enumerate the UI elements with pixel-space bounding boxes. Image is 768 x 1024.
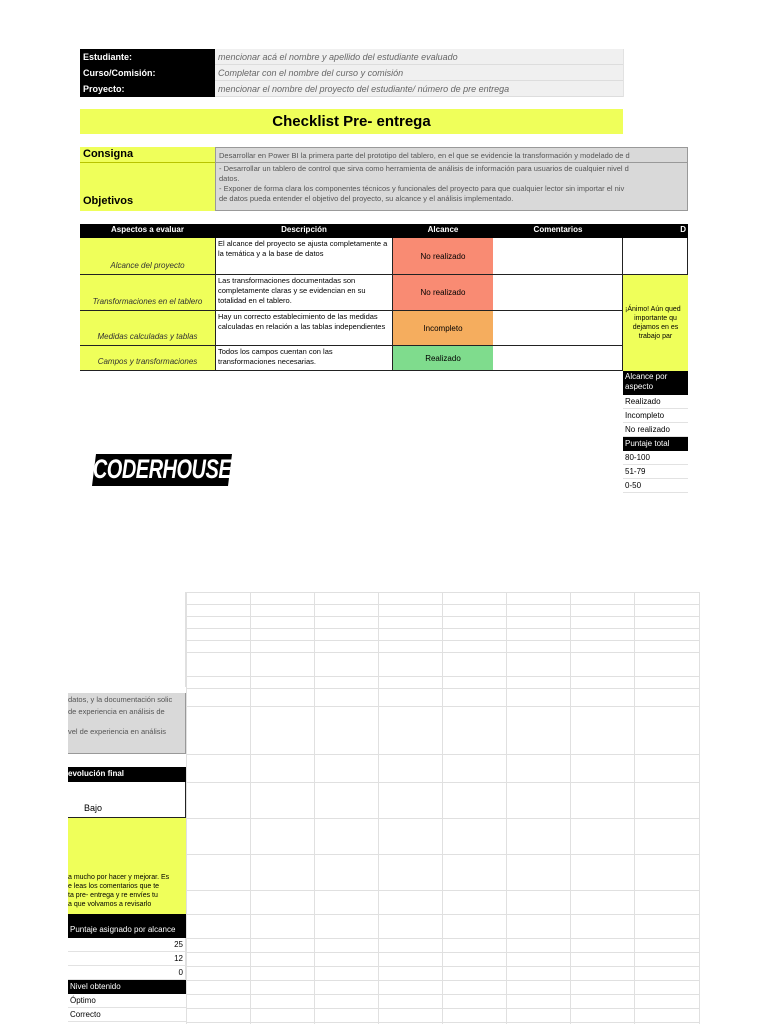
objetivo-2-cont: de datos pueda entender el objetivo del proyecto, su alcance y el análisis implementado. [219, 194, 514, 203]
page-title-text: Checklist Pre- entrega [272, 113, 431, 130]
aspect-campos-text: Campos y transformaciones [97, 357, 198, 366]
col-header-descripcion: Descripción [215, 224, 393, 238]
comment-alcance[interactable] [493, 238, 623, 275]
nivel-optimo: Óptimo [68, 994, 186, 1008]
status-medidas[interactable] [393, 311, 493, 346]
left-blank-area [68, 592, 186, 687]
aspect-alcance [80, 238, 215, 275]
feedback-line-3: dejamos en es [632, 324, 679, 331]
page-2 [68, 592, 700, 1024]
objetivos-text [215, 163, 688, 211]
objetivos-label [80, 163, 215, 211]
feedback-tail-2: e leas los comentarios que te [68, 883, 160, 890]
status-campos[interactable] [393, 346, 493, 371]
comment-transformaciones[interactable] [493, 275, 623, 311]
aspect-alcance-text: Alcance del proyecto [110, 261, 185, 270]
devolucion-level [68, 782, 186, 818]
spreadsheet-grid [186, 592, 700, 1024]
feedback-line-4: trabajo par [638, 333, 673, 340]
consigna-label [80, 147, 215, 163]
status-transformaciones-text: No realizado [420, 288, 466, 297]
objetivos-label-text: Objetivos [83, 195, 134, 207]
student-field[interactable]: mencionar acá el nombre y apellido del estudiante evaluado [215, 49, 623, 65]
aspect-campos [80, 346, 215, 371]
student-label: Estudiante: [80, 49, 215, 65]
puntaje-legend-header: Puntaje total [623, 437, 688, 451]
feedback-tail-4: a que volvamos a revisarlo [68, 901, 152, 908]
project-label: Proyecto: [80, 81, 215, 97]
status-transformaciones[interactable] [393, 275, 493, 311]
legend-51-79: 51-79 [623, 465, 688, 479]
objetivo-1: - Desarrollar un tablero de control que sirva como herramienta de análisis de información para usuarios de cualquier nivel d [219, 164, 629, 173]
alcance-legend-header: Alcance por aspecto [623, 371, 688, 395]
puntaje-incompleto: 12 [68, 952, 186, 966]
devolucion-value-cell[interactable] [623, 238, 688, 275]
feedback-line-2: importante qu [634, 315, 677, 322]
objetivo-2: - Exponer de forma clara los componentes técnicos y funcionales del proyecto para que cualquier lector sin importar el niv [219, 184, 625, 193]
coderhouse-logo-text: CODERHOUSE [92, 454, 232, 485]
coderhouse-logo [92, 452, 232, 488]
legend-incompleto: Incompleto [623, 409, 688, 423]
header-grid-empty [623, 49, 688, 97]
objetivos-tail-2: vel de experiencia en análisis [68, 727, 166, 736]
page-title [80, 109, 623, 134]
feedback-tail-3: ta pre- entrega y re envíes tu [68, 892, 158, 899]
objetivos-continuation [68, 707, 186, 754]
description-campos: Todos los campos cuentan con las transformaciones necesarias. [215, 346, 393, 371]
aspect-transformaciones [80, 275, 215, 311]
legend-0-50: 0-50 [623, 479, 688, 493]
status-campos-text: Realizado [425, 353, 461, 363]
consigna-label-text: Consigna [83, 148, 134, 160]
feedback-box [623, 275, 688, 371]
status-alcance[interactable] [393, 238, 493, 275]
comment-campos[interactable] [493, 346, 623, 371]
objetivo-1-cont: datos. [219, 174, 240, 183]
status-alcance-text: No realizado [420, 251, 466, 261]
course-label: Curso/Comisión: [80, 65, 215, 81]
col-header-aspectos: Aspectos a evaluar [80, 224, 215, 238]
devolucion-header: evolución final [68, 767, 186, 782]
feedback-tail-1: a mucho por hacer y mejorar. Es [68, 874, 170, 881]
feedback-line-1: ¡Ánimo! Aún qued [625, 306, 681, 313]
description-medidas: Hay un correcto establecimiento de las medidas calculadas en relación a las tablas independientes [215, 311, 393, 346]
page-1 [80, 47, 688, 497]
feedback-continuation [68, 818, 186, 914]
legend-no-realizado: No realizado [623, 423, 688, 437]
col-header-devolucion: D [623, 224, 688, 238]
puntaje-no-realizado: 0 [68, 966, 186, 980]
consigna-text: Desarrollar en Power BI la primera parte del prototipo del tablero, en el que se evidencie la transformación y modelado de d [215, 147, 688, 163]
col-header-alcance: Alcance [393, 224, 493, 238]
consigna-continuation: datos, y la documentación solic [68, 693, 186, 707]
aspect-medidas [80, 311, 215, 346]
status-medidas-text: Incompleto [423, 323, 463, 333]
puntaje-asignado-header: Puntaje asignado por alcance [68, 914, 186, 938]
description-alcance: El alcance del proyecto se ajusta completamente a la temática y a la base de datos [215, 238, 393, 275]
project-field[interactable]: mencionar el nombre del proyecto del estudiante/ número de pre entrega [215, 81, 623, 97]
legend-80-100: 80-100 [623, 451, 688, 465]
aspect-medidas-text: Medidas calculadas y tablas [97, 332, 198, 341]
col-header-comentarios: Comentarios [493, 224, 623, 238]
nivel-header: Nivel obtenido [68, 980, 186, 994]
description-transformaciones: Las transformaciones documentadas son completamente claras y se evidencian en su totalidad en el tablero. [215, 275, 393, 311]
devolucion-level-text: Bajo [84, 803, 103, 813]
course-field[interactable]: Completar con el nombre del curso y comisión [215, 65, 623, 81]
puntaje-realizado: 25 [68, 938, 186, 952]
objetivos-tail-1: de experiencia en análisis de [68, 707, 165, 716]
aspect-transformaciones-text: Transformaciones en el tablero [92, 297, 203, 306]
comment-medidas[interactable] [493, 311, 623, 346]
nivel-correcto: Correcto [68, 1008, 186, 1022]
legend-realizado: Realizado [623, 395, 688, 409]
